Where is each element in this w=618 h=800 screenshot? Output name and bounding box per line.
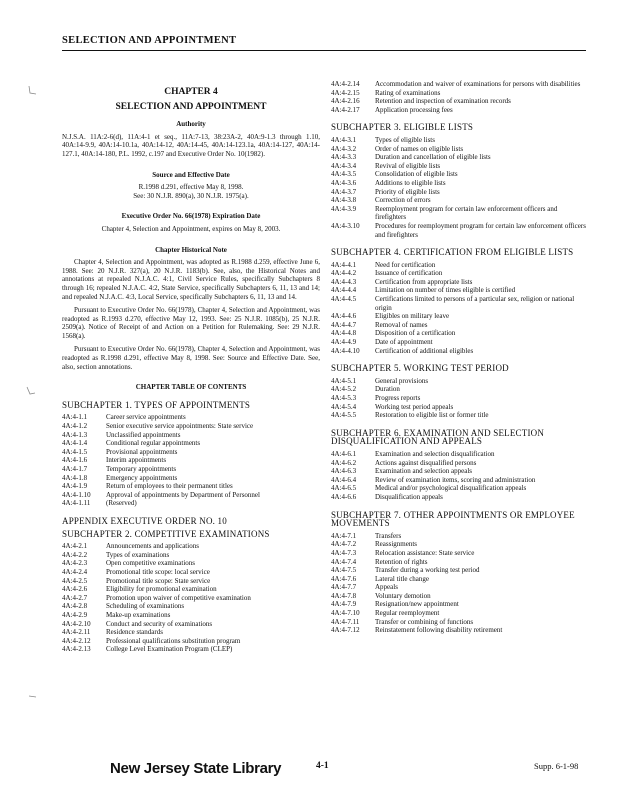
section-title: Scheduling of examinations: [106, 602, 185, 611]
section-title: Relocation assistance: State service: [375, 548, 475, 557]
margin-mark: [28, 688, 38, 698]
toc-entry: [331, 540, 589, 549]
section-number: 4A:4-2.7: [62, 593, 88, 602]
toc-entry: [331, 106, 589, 115]
section-title: Limitation on number of times eligible is certified: [375, 286, 516, 295]
section-title: Residence standards: [106, 628, 163, 637]
running-head: SELECTION AND APPOINTMENT: [62, 35, 237, 46]
toc-entry: [331, 321, 589, 330]
toc-entry: [331, 385, 589, 394]
toc-entry: [331, 377, 589, 386]
toc-entry: [62, 542, 320, 551]
section-number: 4A:4-6.2: [331, 458, 357, 467]
section-number: 4A:4-2.2: [62, 550, 88, 559]
appendix-heading: APPENDIX EXECUTIVE ORDER NO. 10: [62, 515, 227, 526]
section-title: Regular reemployment: [375, 609, 440, 618]
section-title: General provisions: [375, 376, 429, 385]
toc-entry: [331, 153, 589, 162]
section-number: 4A:4-1.1: [62, 413, 88, 422]
toc-entry: [331, 80, 589, 89]
toc-entry: [331, 575, 589, 584]
toc-entry: [331, 394, 589, 403]
section-title: Accommodation and waiver of examinations for persons with disabilities: [375, 80, 581, 88]
toc-list: [331, 80, 589, 114]
section-title: Order of names on eligible lists: [375, 144, 464, 153]
section-number: 4A:4-5.2: [331, 385, 357, 394]
section-title: Lateral title change: [375, 574, 430, 583]
section-title: Additions to eligible lists: [375, 178, 446, 187]
toc-entry: [331, 312, 589, 321]
section-title: Interim appointments: [106, 456, 167, 465]
toc-entry: [331, 566, 589, 575]
section-title: Make-up examinations: [106, 610, 171, 619]
toc-entry: [62, 413, 320, 422]
section-title: Conduct and security of examinations: [106, 619, 213, 628]
toc-entry: [62, 559, 320, 568]
toc-entry: [331, 467, 589, 476]
authority-text: N.J.S.A. 11A:2-6(d), 11A:4-1 et seq., 11A:7-13, 38:23A-2, 40A:9-1.3 through 1.10, 40A:14-9.9, 40A:14-10.1a, 40A:14-12, 40A:14-45, 40A:14-123.1a, 40A:14-127, 40A:14-127.1, 40A:14-180, P.L. 1992, c.197 and Executive Order No. 10(1982).: [62, 132, 320, 158]
historical-note-paragraph: Pursuant to Executive Order No. 66(1978), Chapter 4, Selection and Appointment, was readopted as R.1998 d.291, effective May 8, 1998. See: Source and Effective Date. See, also, section annotations.: [62, 345, 320, 371]
toc-entry: [331, 89, 589, 98]
toc-entry: [331, 459, 589, 468]
section-number: 4A:4-4.5: [331, 295, 357, 304]
toc-entry: [331, 278, 589, 287]
historical-note-paragraph: Pursuant to Executive Order No. 66(1978), Chapter 4, Selection and Appointment, was readopted as R.1993 d.270, effective May 12, 1993. See: 25 N.J.R. 1085(b), 25 N.J.R. 2509(a). Notice of Receipt of and Action on a Petition for Rulemaking. See: 29 N.J.R. 1568(a).: [62, 306, 320, 340]
section-title: Types of examinations: [106, 550, 170, 559]
section-title: Transfers: [375, 531, 402, 540]
section-number: 4A:4-2.8: [62, 602, 88, 611]
toc-entry: [62, 482, 320, 491]
section-number: 4A:4-2.1: [62, 542, 88, 551]
toc-entry: [62, 628, 320, 637]
toc-list: [62, 542, 320, 654]
eo-heading: Executive Order No. 66(1978) Expiration Date: [121, 212, 261, 221]
section-title: Review of examination items, scoring and administration: [375, 475, 536, 484]
section-number: 4A:4-4.2: [331, 269, 357, 278]
section-title: Professional qualifications substitution program: [106, 636, 241, 645]
section-title: Provisional appointments: [106, 447, 178, 456]
toc-entry: [331, 145, 589, 154]
source-heading: Source and Effective Date: [152, 170, 230, 179]
section-number: 4A:4-1.10: [62, 490, 91, 499]
source-line: R.1998 d.291, effective May 8, 1998.: [138, 183, 244, 192]
section-number: 4A:4-2.9: [62, 610, 88, 619]
section-number: 4A:4-1.6: [62, 456, 88, 465]
toc-entry: [331, 411, 589, 420]
toc-entry: [331, 162, 589, 171]
chapter-number: CHAPTER 4: [164, 87, 218, 97]
section-number: 4A:4-4.10: [331, 346, 360, 355]
section-number: 4A:4-7.2: [331, 540, 357, 549]
section-title: Date of appointment: [375, 338, 433, 347]
subchapter-2-heading: SUBCHAPTER 2. COMPETITIVE EXAMINATIONS: [62, 528, 270, 539]
section-title: Emergency appointments: [106, 473, 178, 482]
section-title: Procedures for reemployment program for certain law enforcement officers and firefighters: [375, 221, 586, 239]
section-title: Promotional title scope: local service: [106, 567, 210, 576]
section-title: Senior executive service appointments: State service: [106, 422, 254, 431]
toc-entry: [62, 568, 320, 577]
toc-entry: [331, 222, 589, 239]
section-title: Retention and inspection of examination records: [375, 97, 511, 106]
toc-entry: [62, 620, 320, 629]
page-number: 4-1: [316, 761, 329, 771]
toc-entry: [331, 170, 589, 179]
toc-entry: [62, 491, 320, 500]
section-number: 4A:4-4.6: [331, 312, 357, 321]
section-number: 4A:4-4.4: [331, 286, 357, 295]
section-number: 4A:4-2.16: [331, 97, 360, 106]
section-number: 4A:4-3.5: [331, 170, 357, 179]
section-title: Revival of eligible lists: [375, 161, 441, 170]
toc-entry: [331, 295, 589, 312]
toc-entry: [331, 188, 589, 197]
section-title: Progress reports: [375, 394, 421, 402]
section-number: 4A:4-2.10: [62, 619, 91, 628]
section-number: 4A:4-3.3: [331, 153, 357, 162]
toc-entry: [62, 465, 320, 474]
toc-entry: [331, 286, 589, 295]
section-number: 4A:4-3.1: [331, 135, 357, 144]
subchapter-4-heading: SUBCHAPTER 4. CERTIFICATION FROM ELIGIBLE LISTS: [331, 247, 574, 258]
section-title: Actions against disqualified persons: [375, 458, 477, 467]
toc-entry: [331, 592, 589, 601]
section-number: 4A:4-2.6: [62, 585, 88, 594]
section-title: Return of employees to their permanent titles: [106, 482, 233, 491]
section-number: 4A:4-2.5: [62, 576, 88, 585]
toc-entry: [331, 269, 589, 278]
section-number: 4A:4-6.1: [331, 449, 357, 458]
subchapter-7-heading: SUBCHAPTER 7. OTHER APPOINTMENTS OR EMPLOYEE MOVEMENTS: [331, 509, 575, 529]
chapter-title: SELECTION AND APPOINTMENT: [115, 101, 267, 112]
section-title: Rating of examinations: [375, 88, 441, 97]
toc-entry: [331, 532, 589, 541]
section-number: 4A:4-7.11: [331, 617, 360, 626]
toc-entry: [62, 448, 320, 457]
eo-text: Chapter 4, Selection and Appointment, expires on May 8, 2003.: [101, 224, 281, 233]
section-title: Transfer or combining of functions: [375, 617, 474, 626]
section-number: 4A:4-7.5: [331, 566, 357, 575]
section-title: Duration and cancellation of eligible lists: [375, 153, 491, 162]
historical-note-heading: Chapter Historical Note: [155, 245, 227, 254]
toc-entry: [62, 551, 320, 560]
section-title: Removal of names: [375, 320, 428, 329]
toc-list: [331, 377, 589, 420]
section-number: 4A:4-3.2: [331, 144, 357, 153]
section-number: 4A:4-4.1: [331, 260, 357, 269]
section-number: 4A:4-6.4: [331, 475, 357, 484]
section-title: Disqualification appeals: [375, 492, 443, 501]
toc-entry: [331, 261, 589, 270]
toc-entry: [62, 456, 320, 465]
section-number: 4A:4-7.9: [331, 600, 357, 609]
section-number: 4A:4-1.3: [62, 430, 88, 439]
toc-entry: [331, 476, 589, 485]
toc-entry: [62, 585, 320, 594]
toc-entry: [331, 179, 589, 188]
section-number: 4A:4-7.1: [331, 531, 357, 540]
toc-entry: [62, 645, 320, 654]
section-title: Certification of additional eligibles: [375, 346, 474, 355]
section-title: Reemployment program for certain law enforcement officers and firefighters: [375, 204, 558, 222]
section-number: 4A:4-2.14: [331, 80, 360, 88]
section-number: 4A:4-2.13: [62, 645, 91, 654]
section-number: 4A:4-2.11: [62, 628, 91, 637]
section-number: 4A:4-5.5: [331, 411, 357, 420]
section-number: 4A:4-1.2: [62, 422, 88, 431]
toc-entry: [331, 558, 589, 567]
section-number: 4A:4-3.9: [331, 204, 357, 213]
section-title: Eligibility for promotional examination: [106, 585, 217, 594]
left-column: [62, 78, 320, 654]
toc-entry: [62, 439, 320, 448]
subchapter-6-heading: SUBCHAPTER 6. EXAMINATION AND SELECTION DISQUALIFICATION AND APPEALS: [331, 427, 545, 447]
section-title: Open competitive examinations: [106, 559, 196, 568]
toc-entry: [331, 549, 589, 558]
section-title: Priority of eligible lists: [375, 187, 440, 196]
toc-list: [331, 261, 589, 356]
toc-list: [331, 532, 589, 635]
section-number: 4A:4-5.4: [331, 402, 357, 411]
section-number: 4A:4-1.11: [62, 499, 91, 508]
section-title: Announcements and applications: [106, 542, 199, 551]
toc-entry: [331, 347, 589, 356]
toc-entry: [62, 577, 320, 586]
margin-mark: [27, 85, 37, 95]
margin-mark: [26, 385, 36, 395]
section-title: Need for certification: [375, 260, 436, 269]
toc-entry: [331, 493, 589, 502]
section-title: Correction of errors: [375, 196, 431, 205]
section-number: 4A:4-2.4: [62, 567, 88, 576]
section-title: Career service appointments: [106, 413, 186, 422]
section-number: 4A:4-7.8: [331, 591, 357, 600]
toc-entry: [331, 618, 589, 627]
section-title: Examination and selection appeals: [375, 467, 472, 476]
section-title: Transfer during a working test period: [375, 566, 480, 575]
section-number: 4A:4-5.3: [331, 394, 357, 402]
toc-entry: [62, 637, 320, 646]
section-number: 4A:4-4.3: [331, 277, 357, 286]
toc-entry: [62, 474, 320, 483]
authority-heading: Authority: [176, 120, 206, 129]
toc-entry: [331, 136, 589, 145]
toc-entry: [62, 602, 320, 611]
section-number: 4A:4-7.3: [331, 548, 357, 557]
section-number: 4A:4-2.3: [62, 559, 88, 568]
section-number: 4A:4-7.7: [331, 583, 357, 592]
toc-entry: [331, 329, 589, 338]
toc-entry: [331, 196, 589, 205]
section-number: 4A:4-3.6: [331, 178, 357, 187]
section-title: Reassignments: [375, 540, 417, 549]
section-number: 4A:4-6.3: [331, 467, 357, 476]
section-title: Certification from appropriate lists: [375, 277, 473, 286]
section-title: Application processing fees: [375, 105, 453, 114]
toc-entry: [331, 403, 589, 412]
section-title: Unclassified appointments: [106, 430, 181, 439]
section-title: Resignation/new appointment: [375, 600, 459, 609]
section-title: (Reserved): [106, 499, 137, 508]
historical-note-paragraph: Chapter 4, Selection and Appointment, was adopted as R.1988 d.259, effective June 6, 1988. See: 20 N.J.R. 327(a), 20 N.J.R. 1183(b). See, also, the Historical Notes and annotations at repealed N.J.A.C. 4:1, Civil Service Rules, specifically Subchapters 8 through 16; repealed N.J.A.C. 4:2, State Service, specifically Subchapters 6, 11, 13 and 14; and repealed N.J.A.C. 4:3, Local Service, specifically Subchapters 6, 11, 13 and 14.: [62, 258, 320, 301]
toc-entry: [331, 600, 589, 609]
toc-entry: [331, 338, 589, 347]
section-number: 4A:4-3.8: [331, 196, 357, 205]
section-title: Restoration to eligible list or former title: [375, 411, 489, 420]
section-title: Promotion upon waiver of competitive examination: [106, 593, 251, 602]
section-number: 4A:4-6.5: [331, 484, 357, 493]
toc-entry: [62, 594, 320, 603]
toc-entry: [62, 422, 320, 431]
toc-entry: [62, 611, 320, 620]
toc-entry: [331, 626, 589, 635]
section-number: 4A:4-4.9: [331, 338, 357, 347]
section-title: Medical and/or psychological disqualification appeals: [375, 484, 527, 493]
section-number: 4A:4-1.4: [62, 439, 88, 448]
toc-list: [331, 450, 589, 502]
toc-entry: [62, 431, 320, 440]
section-number: 4A:4-6.6: [331, 492, 357, 501]
toc-entry: [331, 484, 589, 493]
section-number: 4A:4-1.5: [62, 447, 88, 456]
section-number: 4A:4-2.17: [331, 105, 360, 114]
supplement-date: Supp. 6-1-98: [534, 761, 579, 771]
toc-entry: [331, 97, 589, 106]
toc-list: [62, 413, 320, 508]
section-number: 4A:4-3.10: [331, 221, 360, 230]
right-column: [331, 78, 589, 635]
section-number: 4A:4-7.10: [331, 609, 360, 618]
toc-heading: CHAPTER TABLE OF CONTENTS: [135, 383, 247, 392]
section-title: Approval of appointments by Department of Personnel: [106, 490, 260, 499]
section-title: Temporary appointments: [106, 465, 177, 473]
section-title: Appeals: [375, 583, 398, 592]
section-title: Voluntary demotion: [375, 591, 431, 600]
section-title: Reinstatement following disability retirement: [375, 626, 503, 635]
section-title: Consolidation of eligible lists: [375, 170, 458, 179]
section-number: 4A:4-3.4: [331, 161, 357, 170]
library-stamp: New Jersey State Library: [110, 760, 282, 777]
section-number: 4A:4-3.7: [331, 187, 357, 196]
section-number: 4A:4-1.7: [62, 465, 88, 473]
toc-entry: [331, 450, 589, 459]
subchapter-3-heading: SUBCHAPTER 3. ELIGIBLE LISTS: [331, 122, 474, 133]
section-number: 4A:4-4.7: [331, 320, 357, 329]
section-title: Working test period appeals: [375, 402, 454, 411]
toc-entry: [62, 499, 320, 508]
subchapter-5-heading: SUBCHAPTER 5. WORKING TEST PERIOD: [331, 363, 509, 374]
section-title: Promotional title scope: State service: [106, 576, 211, 585]
toc-list: [331, 136, 589, 239]
section-title: Eligibles on military leave: [375, 312, 450, 321]
section-number: 4A:4-1.8: [62, 473, 88, 482]
toc-entry: [331, 205, 589, 222]
section-title: Disposition of a certification: [375, 329, 456, 338]
section-title: Examination and selection disqualification: [375, 449, 495, 458]
section-number: 4A:4-7.4: [331, 557, 357, 566]
subchapter-1-heading: SUBCHAPTER 1. TYPES OF APPOINTMENTS: [62, 399, 251, 410]
section-title: Issuance of certification: [375, 269, 443, 278]
section-number: 4A:4-7.12: [331, 626, 360, 635]
section-number: 4A:4-2.15: [331, 88, 360, 97]
toc-entry: [331, 609, 589, 618]
header-rule: [62, 50, 586, 51]
source-line: See: 30 N.J.R. 890(a), 30 N.J.R. 1975(a).: [133, 191, 249, 200]
section-title: Retention of rights: [375, 557, 428, 566]
toc-entry: [331, 583, 589, 592]
section-number: 4A:4-7.6: [331, 574, 357, 583]
section-title: Conditional regular appointments: [106, 439, 201, 448]
section-number: 4A:4-4.8: [331, 329, 357, 338]
section-title: Types of eligible lists: [375, 135, 435, 144]
section-title: College Level Examination Program (CLEP): [106, 645, 233, 654]
section-number: 4A:4-2.12: [62, 636, 91, 645]
section-title: Certifications limited to persons of a particular sex, religion or national origin: [375, 295, 575, 312]
section-number: 4A:4-5.1: [331, 376, 357, 385]
section-title: Duration: [375, 385, 400, 394]
section-number: 4A:4-1.9: [62, 482, 88, 491]
